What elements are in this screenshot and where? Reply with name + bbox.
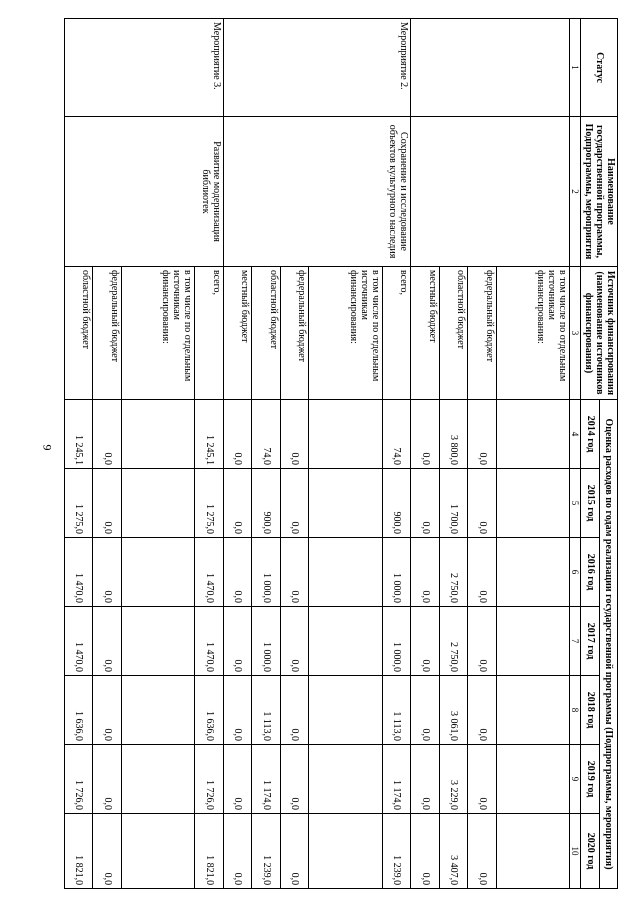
source-cell: областной бюджет: [252, 267, 281, 400]
value-cell: 1 113,0: [252, 676, 281, 745]
table-body: [64, 19, 570, 889]
value-cell: 1 821,0: [195, 814, 224, 889]
value-cell: [496, 607, 569, 676]
year-header: 2020 год: [581, 814, 599, 889]
value-cell: 0,0: [411, 538, 440, 607]
column-number: 10: [570, 814, 581, 889]
value-cell: 0,0: [93, 676, 122, 745]
source-cell: областной бюджет: [439, 267, 468, 400]
value-cell: 1 470,0: [64, 538, 93, 607]
value-cell: 0,0: [280, 676, 309, 745]
value-cell: 74,0: [382, 400, 411, 469]
value-cell: [309, 745, 382, 814]
column-number: 5: [570, 469, 581, 538]
column-number: 4: [570, 400, 581, 469]
value-cell: 1 000,0: [382, 607, 411, 676]
value-cell: 900,0: [252, 469, 281, 538]
value-cell: 0,0: [411, 400, 440, 469]
value-cell: 0,0: [280, 469, 309, 538]
value-cell: 1 245,1: [64, 400, 93, 469]
source-cell: всего,: [382, 267, 411, 400]
value-cell: 1 000,0: [382, 538, 411, 607]
value-cell: 1 113,0: [382, 676, 411, 745]
value-cell: 0,0: [280, 400, 309, 469]
table-row: [195, 19, 224, 889]
value-cell: 1 636,0: [64, 676, 93, 745]
program-name-cell: [411, 117, 570, 267]
value-cell: 0,0: [468, 607, 497, 676]
budget-table: [64, 18, 618, 889]
value-cell: 1 726,0: [195, 745, 224, 814]
value-cell: [121, 400, 194, 469]
source-cell: федеральный бюджет: [468, 267, 497, 400]
value-cell: 1 239,0: [252, 814, 281, 889]
value-cell: 1 174,0: [252, 745, 281, 814]
value-cell: 0,0: [93, 607, 122, 676]
value-cell: 0,0: [223, 607, 252, 676]
column-number: 2: [570, 117, 581, 267]
column-number: 8: [570, 676, 581, 745]
value-cell: [309, 676, 382, 745]
value-cell: 0,0: [93, 400, 122, 469]
source-cell: в том числе по отдельным источникам финансирования:: [309, 267, 382, 400]
column-number-row: [570, 19, 581, 889]
value-cell: 1 470,0: [64, 607, 93, 676]
value-cell: [309, 469, 382, 538]
value-cell: 1 700,0: [439, 469, 468, 538]
value-cell: 1 174,0: [382, 745, 411, 814]
value-cell: [496, 538, 569, 607]
value-cell: 1 726,0: [64, 745, 93, 814]
value-cell: 1 821,0: [64, 814, 93, 889]
year-header: 2014 год: [581, 400, 599, 469]
value-cell: [309, 538, 382, 607]
value-cell: 1 275,0: [64, 469, 93, 538]
source-cell: областной бюджет: [64, 267, 93, 400]
value-cell: [496, 676, 569, 745]
value-cell: 0,0: [280, 745, 309, 814]
year-header: 2017 год: [581, 607, 599, 676]
value-cell: 1 470,0: [195, 607, 224, 676]
value-cell: [496, 469, 569, 538]
value-cell: 1 000,0: [252, 538, 281, 607]
value-cell: 0,0: [411, 607, 440, 676]
value-cell: [121, 745, 194, 814]
value-cell: [309, 400, 382, 469]
program-name-cell: Развитие модернизация библиотек: [64, 117, 223, 267]
value-cell: 0,0: [280, 814, 309, 889]
source-cell: местный бюджет: [223, 267, 252, 400]
value-cell: 0,0: [93, 814, 122, 889]
source-cell: в том числе по отдельным источникам финансирования:: [121, 267, 194, 400]
status-header: Статус: [581, 19, 618, 117]
rotated-page: [72, 18, 618, 888]
value-cell: [309, 814, 382, 889]
column-number: 3: [570, 267, 581, 400]
value-cell: 0,0: [411, 676, 440, 745]
value-cell: 0,0: [468, 814, 497, 889]
value-cell: 3 800,0: [439, 400, 468, 469]
value-cell: 2 750,0: [439, 607, 468, 676]
value-cell: 0,0: [468, 676, 497, 745]
value-cell: 0,0: [223, 745, 252, 814]
status-cell: Мероприятие 2.: [223, 19, 410, 117]
value-cell: 1 470,0: [195, 538, 224, 607]
value-cell: [121, 607, 194, 676]
value-cell: 900,0: [382, 469, 411, 538]
value-cell: 1 000,0: [252, 607, 281, 676]
estimate-header: Оценка расходов по годам реализации государственной программы (Подпрограммы, мероприятия): [599, 400, 617, 889]
value-cell: 0,0: [411, 745, 440, 814]
value-cell: 0,0: [93, 469, 122, 538]
column-number: 6: [570, 538, 581, 607]
source-header: Источник финансирования (наименование источников финансирования): [581, 267, 618, 400]
year-header: 2015 год: [581, 469, 599, 538]
value-cell: [121, 814, 194, 889]
value-cell: 3 407,0: [439, 814, 468, 889]
value-cell: 0,0: [468, 538, 497, 607]
source-cell: федеральный бюджет: [93, 267, 122, 400]
value-cell: [496, 814, 569, 889]
page-number: 9: [40, 444, 55, 451]
value-cell: 0,0: [93, 538, 122, 607]
source-cell: местный бюджет: [411, 267, 440, 400]
value-cell: 0,0: [411, 814, 440, 889]
year-header: 2019 год: [581, 745, 599, 814]
status-cell: [411, 19, 570, 117]
value-cell: [496, 745, 569, 814]
column-number: 9: [570, 745, 581, 814]
value-cell: 0,0: [280, 538, 309, 607]
value-cell: 74,0: [252, 400, 281, 469]
source-cell: всего,: [195, 267, 224, 400]
value-cell: 0,0: [280, 607, 309, 676]
value-cell: [309, 607, 382, 676]
value-cell: 1 245,1: [195, 400, 224, 469]
value-cell: 0,0: [411, 469, 440, 538]
value-cell: 0,0: [223, 538, 252, 607]
value-cell: 1 636,0: [195, 676, 224, 745]
table-row: [382, 19, 411, 889]
value-cell: [121, 469, 194, 538]
value-cell: 0,0: [468, 745, 497, 814]
value-cell: 2 750,0: [439, 538, 468, 607]
value-cell: 0,0: [223, 400, 252, 469]
value-cell: 0,0: [468, 400, 497, 469]
value-cell: 3 229,0: [439, 745, 468, 814]
name-header: Наименование государственной программы, Подпрограммы, мероприятия: [581, 117, 618, 267]
year-header: 2018 год: [581, 676, 599, 745]
status-cell: Мероприятие 3.: [64, 19, 223, 117]
source-cell: в том числе по отдельным источникам финансирования:: [496, 267, 569, 400]
value-cell: 1 239,0: [382, 814, 411, 889]
source-cell: федеральный бюджет: [280, 267, 309, 400]
value-cell: 3 061,0: [439, 676, 468, 745]
value-cell: [121, 676, 194, 745]
column-number: 7: [570, 607, 581, 676]
value-cell: 0,0: [223, 676, 252, 745]
value-cell: 0,0: [223, 814, 252, 889]
value-cell: 1 275,0: [195, 469, 224, 538]
header-row-1: [599, 19, 617, 889]
year-header: 2016 год: [581, 538, 599, 607]
program-name-cell: Сохранение и исследование объектов культурного наследия: [223, 117, 410, 267]
value-cell: [121, 538, 194, 607]
column-number: 1: [570, 19, 581, 117]
table-row: [496, 19, 569, 889]
value-cell: [496, 400, 569, 469]
value-cell: 0,0: [223, 469, 252, 538]
value-cell: 0,0: [468, 469, 497, 538]
value-cell: 0,0: [93, 745, 122, 814]
